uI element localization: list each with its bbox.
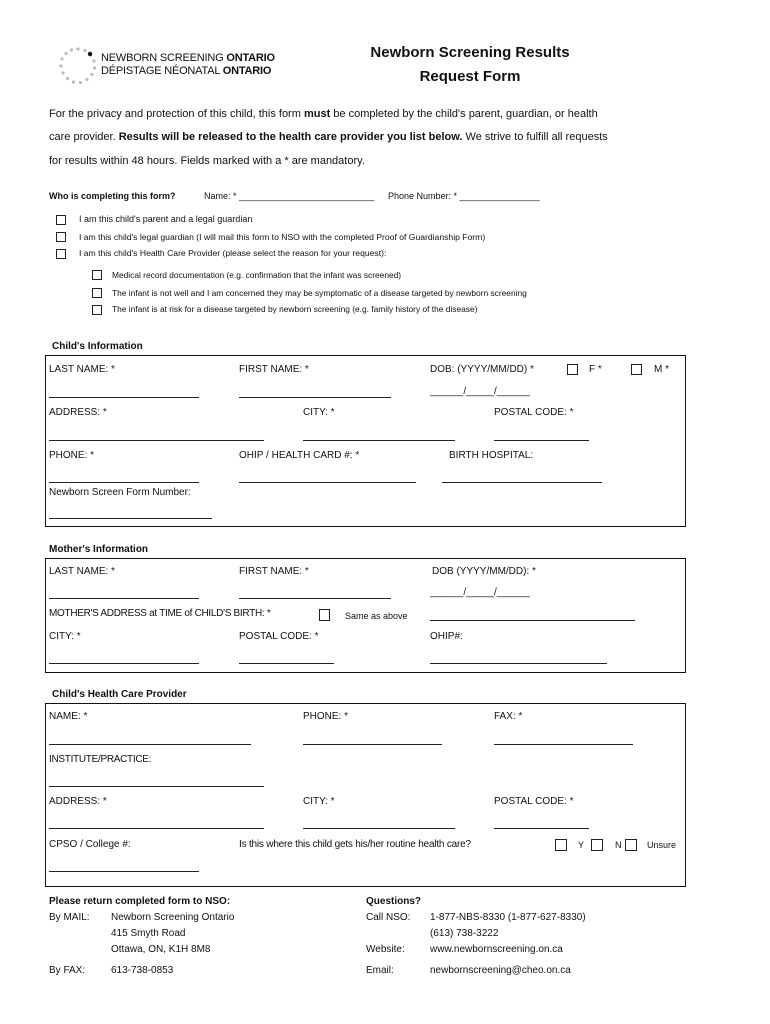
child-address-input[interactable]: [49, 440, 264, 441]
mail-address-line1: Newborn Screening Ontario: [111, 912, 235, 923]
routine-care-no-label: N: [615, 840, 622, 850]
checkbox-parent-guardian[interactable]: [56, 215, 66, 225]
provider-cpso-input[interactable]: [49, 871, 199, 872]
mother-last-name-label: LAST NAME: *: [49, 566, 115, 577]
logo-text-line2: DÉPISTAGE NÉONATAL ONTARIO: [101, 65, 272, 77]
checkbox-reason-at-risk[interactable]: [92, 305, 102, 315]
option-health-care-provider: I am this child's Health Care Provider (please select the reason for your request):: [79, 248, 387, 258]
child-address-label: ADDRESS: *: [49, 407, 107, 418]
mother-city-label: CITY: *: [49, 631, 81, 642]
mother-postal-input[interactable]: [239, 663, 334, 664]
routine-care-unsure-label: Unsure: [647, 840, 677, 850]
provider-city-label: CITY: *: [303, 796, 335, 807]
child-last-name-label: LAST NAME: *: [49, 364, 115, 375]
call-number-1: 1-877-NBS-8330 (1-877-627-8330): [430, 912, 586, 923]
website-label: Website:: [366, 944, 405, 955]
call-number-2: (613) 738-3222: [430, 928, 499, 939]
child-city-label: CITY: *: [303, 407, 335, 418]
fax-number: 613-738-0853: [111, 965, 174, 976]
child-ohip-label: OHIP / HEALTH CARD #: *: [239, 450, 360, 461]
page-title-line2: Request Form: [419, 68, 521, 85]
checkbox-sex-f[interactable]: [567, 364, 578, 375]
mail-address-line3: Ottawa, ON, K1H 8M8: [111, 944, 211, 955]
provider-postal-input[interactable]: [494, 828, 589, 829]
mother-dob-input[interactable]: ______/_____/______: [430, 587, 531, 598]
checkbox-same-as-above[interactable]: [319, 609, 330, 621]
option-legal-guardian: I am this child's legal guardian (I will mail this form to NSO with the completed Proof of Guardianship Form): [79, 232, 486, 242]
email-link[interactable]: newbornscreening@cheo.on.ca: [430, 965, 571, 976]
provider-fax-label: FAX: *: [494, 711, 523, 722]
provider-heading: Child's Health Care Provider: [52, 689, 187, 700]
page-title-line1: Newborn Screening Results: [370, 44, 570, 61]
completer-name-field[interactable]: Name: * ___________________________: [204, 191, 375, 201]
mother-ohip-label: OHIP#:: [430, 631, 463, 642]
child-info-heading: Child's Information: [52, 341, 143, 352]
mother-first-name-label: FIRST NAME: *: [239, 566, 309, 577]
provider-phone-label: PHONE: *: [303, 711, 349, 722]
sex-m-label: M *: [654, 364, 669, 375]
routine-care-yes-label: Y: [578, 840, 585, 850]
child-phone-input[interactable]: [49, 482, 199, 483]
return-heading: Please return completed form to NSO:: [49, 896, 231, 907]
child-screen-form-label: Newborn Screen Form Number:: [49, 487, 191, 498]
option-parent-guardian: I am this child's parent and a legal guardian: [79, 214, 253, 224]
reason-medical-record: Medical record documentation (e.g. confirmation that the infant was screened): [112, 270, 402, 280]
checkbox-routine-care-no[interactable]: [591, 839, 603, 851]
provider-address-input[interactable]: [49, 828, 264, 829]
checkbox-routine-care-yes[interactable]: [555, 839, 567, 851]
fax-label: By FAX:: [49, 965, 86, 976]
child-screen-form-input[interactable]: [49, 518, 212, 519]
child-city-input[interactable]: [303, 440, 455, 441]
checkbox-health-care-provider[interactable]: [56, 249, 66, 259]
reason-at-risk: The infant is at risk for a disease targeted by newborn screening (e.g. family history of the disease): [112, 304, 478, 314]
intro-line-1: For the privacy and protection of this child, this form must be completed by the child's parent, guardian, or health: [49, 108, 598, 120]
provider-city-input[interactable]: [303, 828, 455, 829]
completer-phone-field[interactable]: Phone Number: * ________________: [388, 191, 540, 201]
intro-line-3: for results within 48 hours. Fields marked with a * are mandatory.: [49, 155, 365, 167]
provider-institute-input[interactable]: [49, 786, 264, 787]
child-postal-input[interactable]: [494, 440, 589, 441]
email-label: Email:: [366, 965, 394, 976]
checkbox-routine-care-unsure[interactable]: [625, 839, 637, 851]
intro-line-2: care provider. Results will be released to the health care provider you list below. We strive to fulfill all requests: [49, 131, 608, 143]
mother-last-name-input[interactable]: [49, 598, 199, 599]
provider-name-label: NAME: *: [49, 711, 88, 722]
provider-cpso-label: CPSO / College #:: [49, 839, 131, 850]
child-dob-label: DOB: (YYYY/MM/DD) *: [430, 364, 534, 375]
logo-text-line1: NEWBORN SCREENING ONTARIO: [101, 52, 275, 64]
child-birth-hospital-input[interactable]: [442, 482, 602, 483]
child-info-box: [45, 355, 686, 527]
mother-ohip-input[interactable]: [430, 663, 607, 664]
mother-address-label: MOTHER'S ADDRESS at TIME of CHILD'S BIRTH: *: [49, 608, 271, 619]
mother-info-heading: Mother's Information: [49, 544, 149, 555]
child-ohip-input[interactable]: [239, 482, 416, 483]
provider-postal-label: POSTAL CODE: *: [494, 796, 574, 807]
mother-address-input[interactable]: [430, 620, 635, 621]
provider-phone-input[interactable]: [303, 744, 442, 745]
mother-city-input[interactable]: [49, 663, 199, 664]
mother-postal-label: POSTAL CODE: *: [239, 631, 319, 642]
provider-address-label: ADDRESS: *: [49, 796, 107, 807]
child-last-name-input[interactable]: [49, 397, 199, 398]
completer-question: Who is completing this form?: [49, 191, 176, 201]
checkbox-reason-not-well[interactable]: [92, 288, 102, 298]
mother-dob-label: DOB (YYYY/MM/DD): *: [432, 566, 536, 577]
provider-name-input[interactable]: [49, 744, 251, 745]
website-link[interactable]: www.newbornscreening.on.ca: [430, 944, 563, 955]
child-first-name-input[interactable]: [239, 397, 391, 398]
checkbox-sex-m[interactable]: [631, 364, 642, 375]
child-first-name-label: FIRST NAME: *: [239, 364, 309, 375]
child-phone-label: PHONE: *: [49, 450, 95, 461]
sex-f-label: F *: [589, 364, 602, 375]
provider-institute-label: INSTITUTE/PRACTICE:: [49, 754, 152, 765]
child-dob-input[interactable]: ______/_____/______: [430, 386, 531, 397]
checkbox-legal-guardian[interactable]: [56, 232, 66, 242]
mail-label: By MAIL:: [49, 912, 90, 923]
reason-not-well: The infant is not well and I am concerned they may be symptomatic of a disease targeted by newborn screening: [112, 288, 527, 298]
child-postal-label: POSTAL CODE: *: [494, 407, 574, 418]
child-birth-hospital-label: BIRTH HOSPITAL:: [449, 450, 534, 461]
same-as-above-label: Same as above: [345, 611, 408, 621]
mail-address-line2: 415 Smyth Road: [111, 928, 186, 939]
provider-fax-input[interactable]: [494, 744, 633, 745]
mother-first-name-input[interactable]: [239, 598, 391, 599]
questions-heading: Questions?: [366, 896, 422, 907]
routine-care-question: Is this where this child gets his/her routine health care?: [239, 839, 471, 850]
provider-box: [45, 703, 686, 887]
logo-icon: [58, 46, 98, 86]
call-label: Call NSO:: [366, 912, 411, 923]
checkbox-reason-medical-record[interactable]: [92, 270, 102, 280]
